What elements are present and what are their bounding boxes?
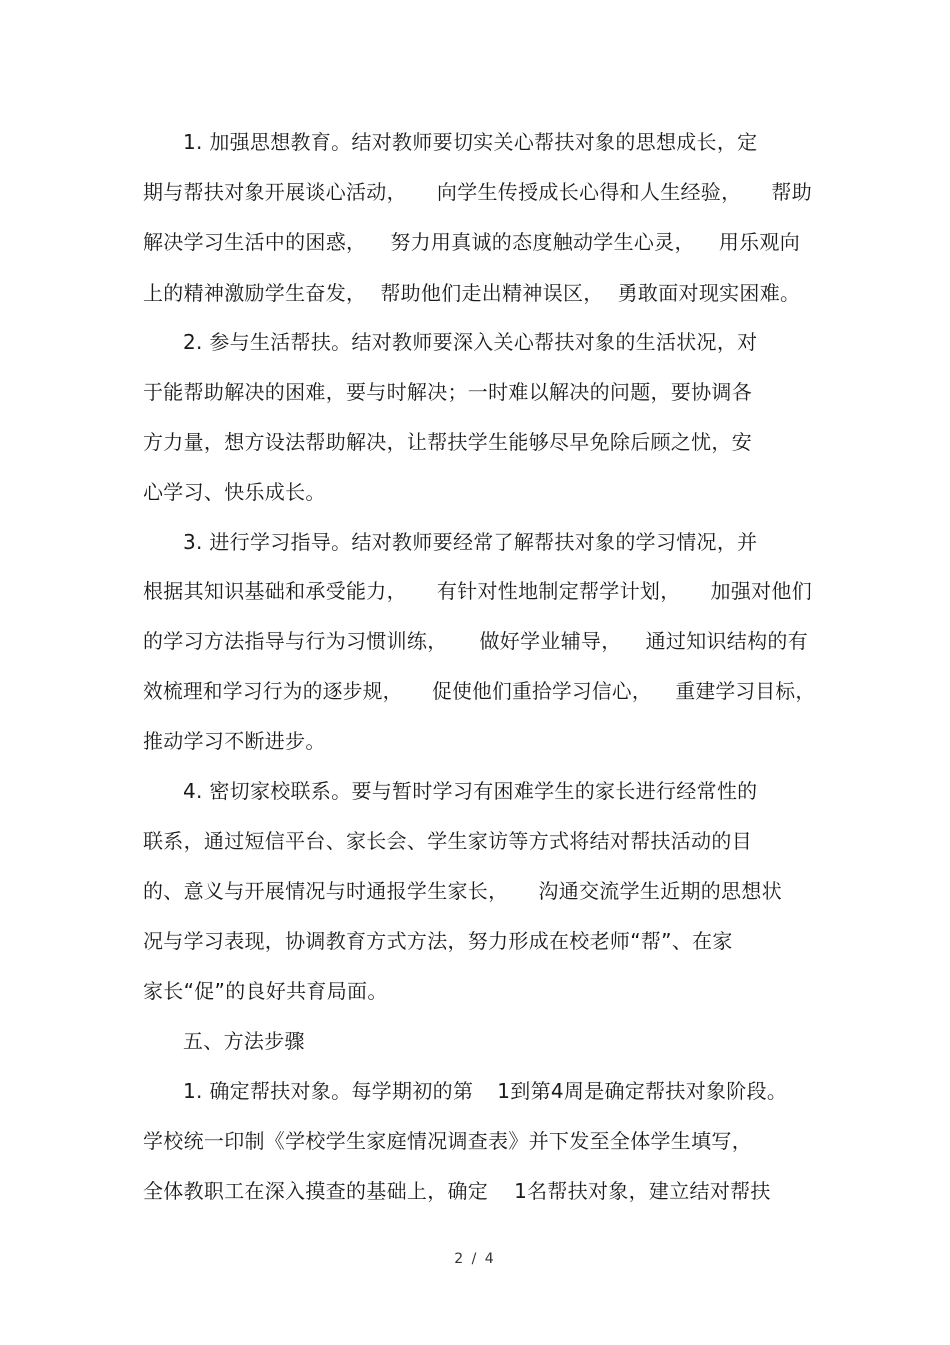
text-line <box>143 1178 771 1204</box>
page-number: 2 / 4 <box>454 1251 496 1267</box>
text-segment: 期与帮扶对象开展谈心活动， <box>143 180 407 204</box>
text-segment: 于能帮助解决的困难，要与时解决；一时难以解决的问题，要协调各 <box>143 380 752 404</box>
section-heading <box>183 1028 305 1054</box>
text-line <box>183 529 757 555</box>
text-segment: 加强对他们 <box>710 579 813 603</box>
text-line <box>143 628 808 654</box>
text-segment: 3. 进行学习指导。结对教师要经常了解帮扶对象的学习情况，并 <box>183 530 758 554</box>
text-segment: 联系，通过短信平台、家长会、学生家访等方式将结对帮扶活动的目 <box>143 829 752 853</box>
text-segment: 全体教职工在深入摸查的基础上，确定 <box>143 1179 489 1203</box>
text-line <box>143 828 752 854</box>
text-segment: 1. 加强思想教育。结对教师要切实关心帮扶对象的思想成长，定 <box>183 130 758 154</box>
text-segment: 勇敢面对现实困难。 <box>617 281 801 305</box>
text-segment: 的学习方法指导与行为习惯训练， <box>143 629 448 653</box>
text-segment: 2. 参与生活帮扶。结对教师要深入关心帮扶对象的生活状况，对 <box>183 330 758 354</box>
text-segment: 五、方法步骤 <box>183 1029 305 1053</box>
text-line <box>143 379 752 405</box>
text-line <box>183 1078 787 1104</box>
text-segment: 努力用真诚的态度触动学生心灵， <box>390 230 695 254</box>
text-line <box>143 229 800 255</box>
text-segment: 推动学习不断进步。 <box>143 729 326 753</box>
text-line <box>143 878 782 904</box>
text-segment: 方力量，想方设法帮助解决，让帮扶学生能够尽早免除后顾之忧，安 <box>143 430 752 454</box>
text-line <box>143 179 812 205</box>
text-line <box>143 280 800 306</box>
text-segment: 帮助 <box>771 180 813 204</box>
text-segment: 家长“促”的良好共育局面。 <box>143 979 388 1003</box>
text-segment: 4. 密切家校联系。要与暂时学习有困难学生的家长进行经常性的 <box>183 779 758 803</box>
text-segment: 心学习、快乐成长。 <box>143 480 326 504</box>
text-segment: 重建学习目标， <box>675 679 816 703</box>
text-segment: 根据其知识基础和承受能力， <box>143 579 407 603</box>
text-segment: 上的精神激励学生奋发， <box>143 281 367 305</box>
text-line <box>143 578 812 604</box>
text-segment: 用乐观向 <box>718 230 801 254</box>
text-line <box>143 678 815 704</box>
text-segment: 1. 确定帮扶对象。每学期初的第 <box>183 1079 474 1103</box>
text-segment: 向学生传授成长心得和人生经验， <box>436 180 742 204</box>
text-segment: 促使他们重拾学习信心， <box>432 679 652 703</box>
text-line <box>183 329 757 355</box>
text-segment: 学校统一印制《学校学生家庭情况调查表》并下发至全体学生填写， <box>143 1129 752 1153</box>
text-segment: 帮助他们走出精神误区， <box>380 281 604 305</box>
text-segment: 况与学习表现，协调教育方式方法，努力形成在校老师“帮”、在家 <box>143 929 733 953</box>
text-segment: 通过知识结构的有 <box>645 629 809 653</box>
text-line <box>183 778 757 804</box>
text-line <box>143 479 326 505</box>
text-segment: 做好学业辅导， <box>479 629 622 653</box>
text-line <box>143 1128 752 1154</box>
text-line <box>143 928 733 954</box>
text-line <box>143 728 326 754</box>
text-segment: 解决学习生活中的困惑， <box>143 230 367 254</box>
text-segment: 有针对性地制定帮学计划， <box>436 579 681 603</box>
text-segment: 1名帮扶对象，建立结对帮扶 <box>514 1179 771 1203</box>
text-segment: 1到第4周是确定帮扶对象阶段。 <box>497 1079 788 1103</box>
text-line <box>143 429 752 455</box>
text-line <box>183 129 757 155</box>
text-segment: 沟通交流学生近期的思想状 <box>538 879 783 903</box>
text-segment: 的、意义与开展情况与时通报学生家长， <box>143 879 509 903</box>
text-segment: 效梳理和学习行为的逐步规， <box>143 679 403 703</box>
text-line <box>143 978 388 1004</box>
